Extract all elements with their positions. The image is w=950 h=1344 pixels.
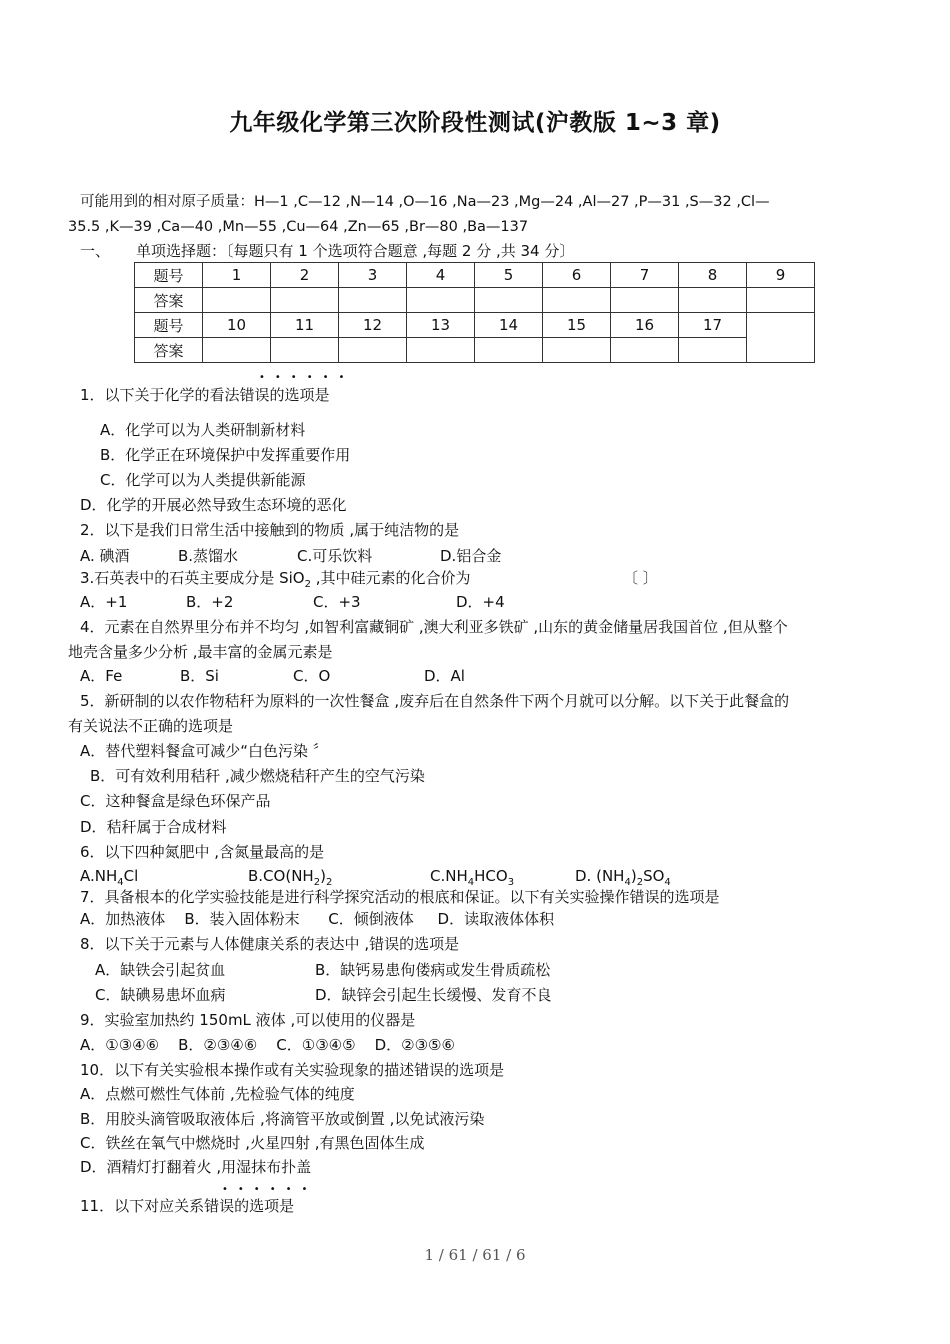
formula-part: ) (630, 867, 637, 885)
question-1-option-c: C．化学可以为人类提供新能源 (100, 471, 306, 489)
question-2-option-c: C.可乐饮料 (297, 547, 373, 565)
question-5-option-c: C．这种餐盒是绿色环保产品 (80, 792, 271, 810)
question-4-option-a: A．Fe (80, 667, 123, 685)
answer-cell[interactable] (543, 288, 611, 313)
subscript: 2 (304, 579, 311, 590)
question-10-option-c: C．铁丝在氧气中燃烧时 ,火星四射 ,有黑色固体生成 (80, 1134, 425, 1152)
answer-cell[interactable] (475, 338, 543, 363)
question-4-option-d: D．Al (424, 667, 465, 685)
table-row (135, 338, 815, 363)
subscript: 4 (664, 877, 671, 888)
question-2-option-b: B.蒸馏水 (178, 547, 239, 565)
answer-cell[interactable] (679, 338, 747, 363)
formula-part: D. (NH (575, 867, 625, 885)
table-label-question: 题号 (135, 313, 203, 338)
question-4-option-b: B．Si (180, 667, 219, 685)
question-11: 11．以下对应关系错误的选项是 (80, 1197, 295, 1215)
answer-cell[interactable] (475, 288, 543, 313)
question-10-option-b: B．用胶头滴管吸取液体后 ,将滴管平放或倒置 ,以免试液污染 (80, 1110, 485, 1128)
question-9: 9．实验室加热约 150mL 液体 ,可以使用的仪器是 (80, 1011, 416, 1029)
table-label-answer: 答案 (135, 288, 203, 313)
question-8-option-c: C．缺碘易患坏血病 (95, 986, 226, 1004)
question-1-option-b: B．化学正在环境保护中发挥重要作用 (100, 446, 351, 464)
subscript: 2 (325, 877, 333, 888)
page-title: 九年级化学第三次阶段性测试(沪教版 1~3 章) (229, 110, 721, 136)
subscript: 4 (117, 877, 124, 888)
question-5-option-d: D．秸秆属于合成材料 (80, 818, 227, 836)
question-10-option-a: A．点燃可燃性气体前 ,先检验气体的纯度 (80, 1085, 355, 1103)
answer-table (134, 262, 815, 363)
table-cell: 8 (679, 263, 747, 288)
question-5: 5．新研制的以农作物秸秆为原料的一次性餐盒 ,废弃后在自然条件下两个月就可以分解。以下关于此餐盒的 (80, 692, 790, 710)
section-heading: 单项选择题：〔每题只有 1 个选项符合题意 ,每题 2 分 ,共 34 分〕 (136, 242, 575, 260)
answer-bracket: 〔 〕 (623, 569, 658, 587)
formula-part: C.NH (430, 867, 468, 885)
question-4: 4．元素在自然界里分布并不均匀 ,如智利富藏铜矿 ,澳大利亚多铁矿 ,山东的黄金储量居我国首位 ,但从整个 (80, 618, 788, 636)
question-5-option-a: A．替代塑料餐盒可减少“白色污染 〞 (80, 742, 328, 760)
question-4-option-c: C．O (293, 667, 331, 685)
subscript: 2 (636, 877, 644, 888)
question-8-option-d: D．缺锌会引起生长缓慢、发育不良 (315, 986, 552, 1004)
table-cell: 14 (475, 313, 543, 338)
table-cell: 1 (203, 263, 271, 288)
question-3-option-b: B．+2 (186, 593, 234, 611)
answer-cell[interactable] (747, 288, 815, 313)
empty-cell (747, 313, 815, 363)
question-4-cont: 地壳含量多少分析 ,最丰富的金属元素是 (68, 643, 333, 661)
question-1-option-a: A．化学可以为人类研制新材料 (100, 421, 306, 439)
answer-cell[interactable] (611, 338, 679, 363)
question-7-options: A．加热液体 B．装入固体粉末 C．倾倒液体 D．读取液体体积 (80, 910, 555, 928)
table-cell: 2 (271, 263, 339, 288)
question-9-options: A．①③④⑥ B．②③④⑥ C．①③④⑤ D．②③⑤⑥ (80, 1036, 455, 1054)
question-6: 6．以下四种氮肥中 ,含氮量最高的是 (80, 843, 325, 861)
question-3-option-a: A．+1 (80, 593, 128, 611)
table-cell: 7 (611, 263, 679, 288)
table-row (135, 288, 815, 313)
formula-part: SO (643, 867, 665, 885)
subscript: 4 (467, 877, 475, 888)
question-2: 2．以下是我们日常生活中接触到的物质 ,属于纯洁物的是 (80, 521, 460, 539)
question-3-text: 3.石英表中的石英主要成分是 SiO (80, 569, 305, 587)
table-cell: 11 (271, 313, 339, 338)
table-cell: 9 (747, 263, 815, 288)
table-row (135, 263, 815, 288)
question-8-option-b: B．缺钙易患佝偻病或发生骨质疏松 (315, 961, 551, 979)
answer-cell[interactable] (407, 338, 475, 363)
table-cell: 6 (543, 263, 611, 288)
table-label-answer: 答案 (135, 338, 203, 363)
table-cell: 17 (679, 313, 747, 338)
table-cell: 3 (339, 263, 407, 288)
table-cell: 16 (611, 313, 679, 338)
question-3-option-d: D．+4 (456, 593, 505, 611)
question-8-option-a: A．缺铁会引起贫血 (95, 961, 226, 979)
table-cell: 4 (407, 263, 475, 288)
table-row (135, 313, 815, 338)
table-cell: 15 (543, 313, 611, 338)
answer-cell[interactable] (271, 338, 339, 363)
formula-part: Cl (123, 867, 139, 885)
answer-cell[interactable] (203, 288, 271, 313)
question-10-option-d: D．酒精灯打翻着火 ,用湿抹布扑盖 (80, 1158, 312, 1176)
answer-cell[interactable] (271, 288, 339, 313)
subscript: 2 (313, 877, 321, 888)
table-cell: 10 (203, 313, 271, 338)
question-7: 7．具备根本的化学实验技能是进行科学探究活动的根底和保证。以下有关实验操作错误的选项是 (80, 888, 720, 906)
question-2-option-a: A. 碘酒 (80, 547, 130, 565)
answer-cell[interactable] (203, 338, 271, 363)
formula-part: ) (320, 867, 326, 885)
question-5-cont: 有关说法不正确的选项是 (68, 717, 234, 735)
subscript: 4 (624, 877, 631, 888)
table-cell: 5 (475, 263, 543, 288)
emphasis-dots: •••••• (259, 372, 355, 383)
question-10: 10．以下有关实验根本操作或有关实验现象的描述错误的选项是 (80, 1061, 505, 1079)
answer-cell[interactable] (611, 288, 679, 313)
table-cell: 12 (339, 313, 407, 338)
question-2-option-d: D.铝合金 (440, 547, 502, 565)
answer-cell[interactable] (339, 338, 407, 363)
atomic-masses-line2: 35.5 ,K—39 ,Ca—40 ,Mn—55 ,Cu—64 ,Zn—65 ,Br—80 ,Ba—137 (68, 219, 529, 235)
table-cell: 13 (407, 313, 475, 338)
answer-cell[interactable] (679, 288, 747, 313)
question-8: 8．以下关于元素与人体健康关系的表达中 ,错误的选项是 (80, 935, 460, 953)
emphasis-dots: •••••• (222, 1184, 318, 1195)
section-number: 一、 (80, 242, 111, 260)
formula-part: A.NH (80, 867, 118, 885)
formula-part: B.CO(NH (248, 867, 314, 885)
answer-cell[interactable] (543, 338, 611, 363)
question-3 (80, 568, 471, 595)
question-3-option-c: C．+3 (313, 593, 361, 611)
atomic-masses-line1: 可能用到的相对原子质量：H—1 ,C—12 ,N—14 ,O—16 ,Na—23 ,Mg—24 ,Al—27 ,P—31 ,S—32 ,Cl— (80, 194, 770, 210)
subscript: 3 (507, 877, 515, 888)
question-1-option-d: D．化学的开展必然导致生态环境的恶化 (80, 496, 347, 514)
question-5-option-b: B．可有效利用秸秆 ,减少燃烧秸秆产生的空气污染 (90, 767, 425, 785)
table-label-question: 题号 (135, 263, 203, 288)
answer-cell[interactable] (407, 288, 475, 313)
question-3-text-rest: ,其中硅元素的化合价为 (310, 569, 471, 587)
question-1: 1．以下关于化学的看法错误的选项是 (80, 386, 330, 404)
formula-part: HCO (474, 867, 508, 885)
page-footer: 1 / 61 / 61 / 6 (424, 1246, 526, 1264)
answer-cell[interactable] (339, 288, 407, 313)
